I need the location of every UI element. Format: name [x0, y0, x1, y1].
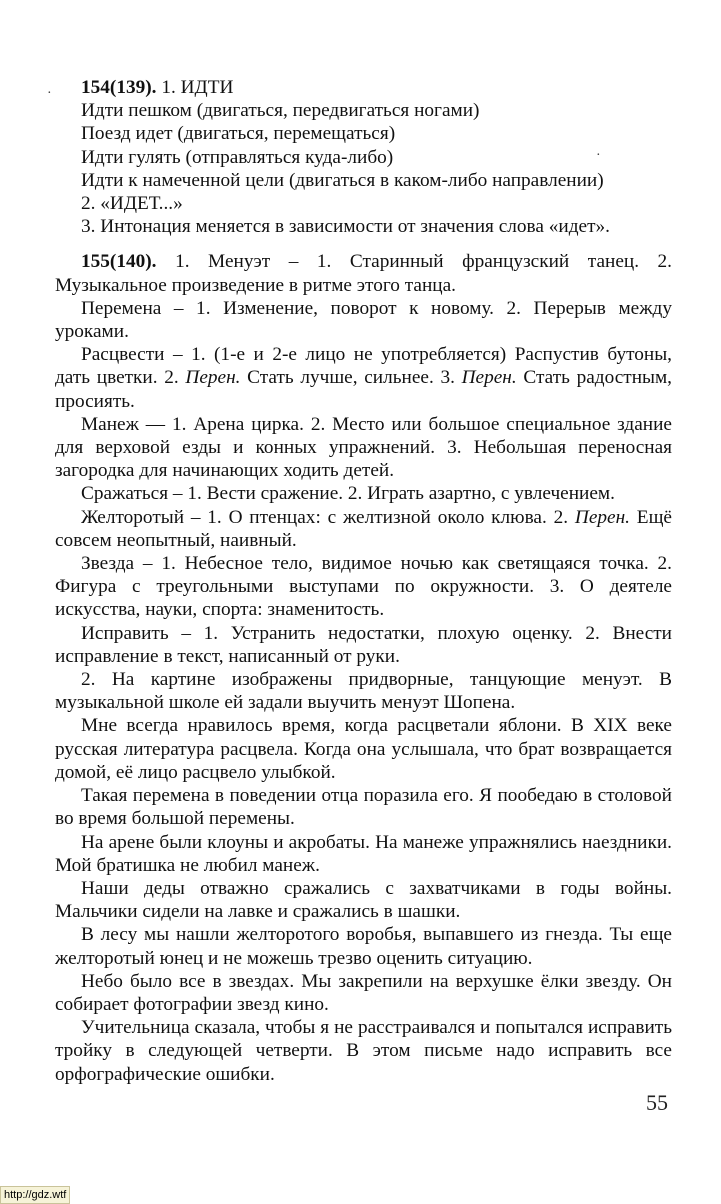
sentences-peremena: Такая перемена в поведении отца поразила его. Я пообедаю в столовой во время большой перемены.: [55, 785, 672, 830]
manezh-definition: Манеж — 1. Арена цирка. 2. Место или большое специальное здание для верховой езды и конных упражнений. 3. Небольшая переносная загородка для начинающих ходить детей.: [55, 413, 672, 482]
rastsvesti-text-c: Стать радостным, просиять.: [55, 367, 672, 412]
srazhatsya-definition: Сражаться – 1. Вести сражение. 2. Играть азартно, с увлечением.: [81, 483, 615, 505]
exercise-155-paragraph-1: [55, 250, 672, 296]
peremena-definition: Перемена – 1. Изменение, поворот к новому. 2. Перерыв между уроками.: [55, 297, 672, 343]
zheltorotyi-italic: Перен.: [574, 506, 630, 528]
sentences-ispravit: Учительница сказала, чтобы я не расстраивался и попытался исправить тройку в следующей четверти. В этом письме надо исправить все орфографические ошибки.: [55, 1017, 672, 1085]
exercise-155: [55, 250, 672, 1085]
exercise-154-line-5: Идти к намеченной цели (двигаться в каком-либо направлении): [81, 169, 604, 191]
exercise-154-heading: [55, 76, 672, 99]
exercise-154: [55, 76, 672, 238]
zheltorotyi-text-a: Желторотый – 1. О птенцах: с желтизной около клюва. 2.: [81, 506, 575, 528]
exercise-154-number: 154(139).: [81, 77, 157, 98]
exercise-154-line-6: 2. «ИДЕТ...»: [81, 193, 183, 215]
exercise-155-number: 155(140).: [81, 251, 157, 273]
zvezda-definition: Звезда – 1. Небесное тело, видимое ночью как светящаяся точка. 2. Фигура с треугольными выступами по окружности. 3. О деятеле искусства, науки, спорта: знаменитость.: [55, 553, 672, 621]
page-number: 55: [646, 1090, 668, 1115]
menuet-definition: 1. Менуэт – 1. Старинный французский танец. 2. Музыкальное произведение в ритме этого танца.: [55, 251, 673, 296]
zheltorotyi-definition: [55, 506, 672, 552]
sentences-srazhatsya: Наши деды отважно сражались с захватчиками в годы войны. Мальчики сидели на лавке и сражались в шашки.: [55, 877, 672, 923]
zheltorotyi-text-b: Ещё совсем неопытный, наивный.: [55, 506, 672, 551]
exercise-154-line-3: Поезд идет (двигаться, перемещаться): [81, 123, 396, 145]
page-content: [55, 76, 672, 1086]
exercise-154-line-7: 3. Интонация меняется в зависимости от значения слова «идет».: [81, 216, 610, 238]
sentences-rastsvesti: Мне всегда нравилось время, когда расцветали яблони. В XIX веке русская литература расцвела. Когда она услышала, что брат возвращается домой, её лицо расцвело улыбкой.: [55, 715, 672, 783]
sentences-manezh: На арене были клоуны и акробаты. На манеже упражнялись наездники. Мой братишка не любил манеж.: [55, 831, 672, 876]
rastsvesti-text-b: Стать лучше, сильнее. 3.: [240, 367, 462, 389]
watermark-link[interactable]: http://gdz.wtf: [0, 1186, 70, 1204]
exercise-154-line-1: 1. ИДТИ: [161, 77, 234, 98]
rastsvesti-italic-1: Перен.: [185, 367, 241, 389]
scan-speck: ·: [47, 86, 52, 101]
scan-speck: ·: [596, 148, 601, 163]
sentences-menuet: 2. На картине изображены придворные, танцующие менуэт. В музыкальной школе ей задали выучить менуэт Шопена.: [55, 669, 672, 714]
rastsvesti-italic-2: Перен.: [461, 367, 517, 389]
exercise-154-line-2: Идти пешком (двигаться, передвигаться ногами): [81, 100, 480, 122]
rastsvesti-text-a: Расцвести – 1. (1-е и 2-е лицо не употребляется) Распустив бутоны, дать цветки. 2.: [55, 344, 672, 389]
sentences-zvezda: Небо было все в звездах. Мы закрепили на верхушке ёлки звезду. Он собирает фотографии звезд кино.: [55, 970, 672, 1015]
sentences-zheltorotyi: В лесу мы нашли желторотого воробья, выпавшего из гнезда. Ты еще желторотый юнец и не можешь трезво оценить ситуацию.: [55, 924, 672, 969]
exercise-154-line-4: Идти гулять (отправляться куда-либо): [81, 146, 394, 168]
ispravit-definition: Исправить – 1. Устранить недостатки, плохую оценку. 2. Внести исправление в текст, написанный от руки.: [55, 622, 672, 667]
rastsvesti-definition: [55, 343, 672, 413]
